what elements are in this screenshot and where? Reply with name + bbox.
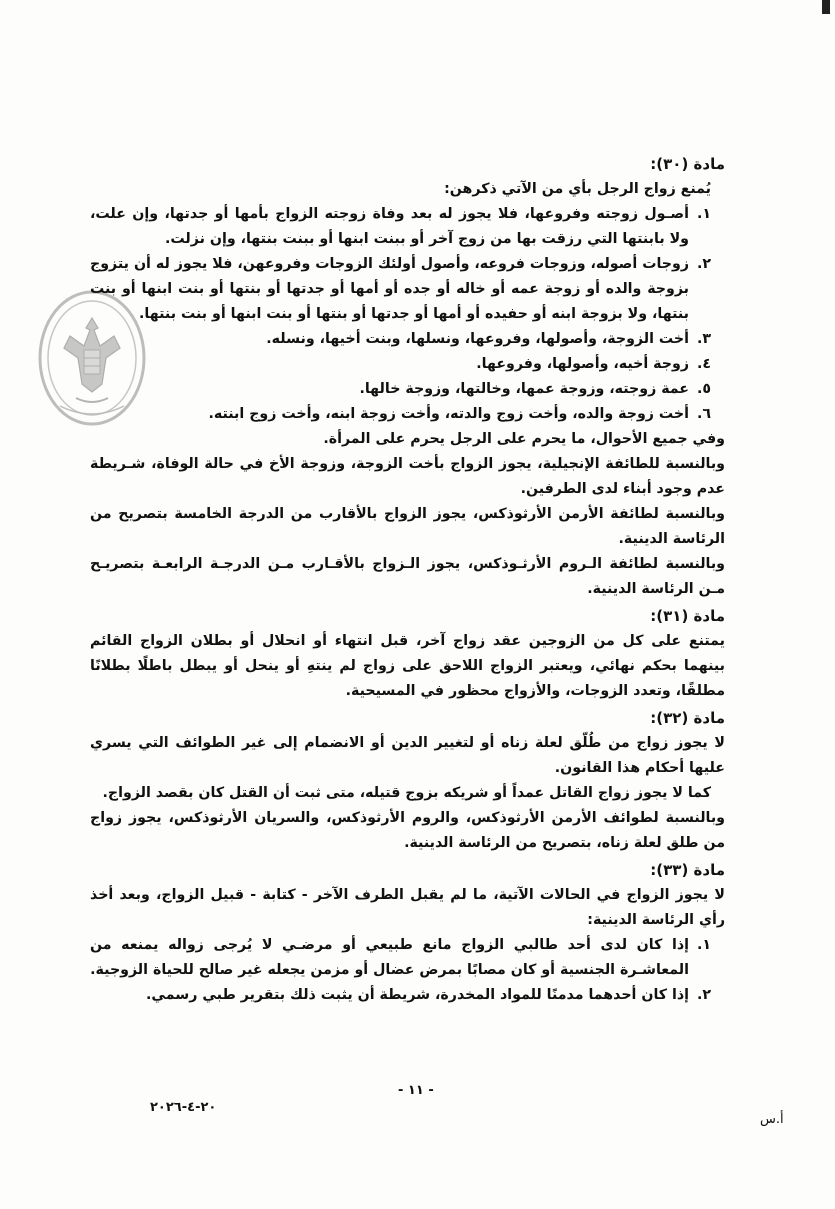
footer-date: ٢٠-٤-٢٠٢٦ <box>150 1100 217 1115</box>
article-32-p1: لا يجوز زواج من طُلّق لعلة زناه أو لتغيير الدين أو الانضمام إلى غير الطوائف التي يسري عليها أحكام هذا القانون. <box>90 735 725 776</box>
article-30-item-5 <box>90 377 725 402</box>
article-30-item-2 <box>90 252 725 327</box>
item-number: ٢. <box>696 256 711 272</box>
article-33-item-2 <box>90 983 725 1008</box>
item-text: زوجة أخيه، وأصولها، وفروعها. <box>476 356 689 372</box>
item-number: ٣. <box>696 331 711 347</box>
scan-corner-mark <box>822 0 830 14</box>
article-32-heading: مادة (٣٢): <box>650 709 725 727</box>
article-32-p3: وبالنسبة لطوائف الأرمن الأرثوذكس، والروم الأرثوذكس، والسريان الأرثوذكس، يجوز زواج من طلق لعلة زناه، بتصريح من الرئاسة الدينية. <box>90 810 725 851</box>
item-text: إذا كان أحدهما مدمنًا للمواد المخدرة، شريطة أن يثبت ذلك بتقرير طبي رسمي. <box>146 987 689 1003</box>
item-number: ٤. <box>696 356 711 372</box>
footer-initials: أ.س <box>760 1112 784 1127</box>
article-32-p2: كما لا يجوز زواج القاتل عمداً أو شريكه بزوج قتيله، متى ثبت أن القتل كان بقصد الزواج. <box>102 785 711 801</box>
article-30-greek: وبالنسبة لطائفة الـروم الأرثـوذكس، يجوز الـزواج بالأقـارب مـن الدرجـة الرابعـة بتصريـح مـن الرئاسة الدينية. <box>90 556 725 597</box>
article-30-intro: يُمنع زواج الرجل بأي من الآتي ذكرهن: <box>444 181 711 197</box>
item-number: ٥. <box>696 381 711 397</box>
item-text: أخت الزوجة، وأصولها، وفروعها، ونسلها، وبنت أخيها، ونسله. <box>266 331 689 347</box>
article-31-heading: مادة (٣١): <box>650 607 725 625</box>
article-30-heading: مادة (٣٠): <box>650 155 725 173</box>
article-31-text: يمتنع على كل من الزوجين عقد زواج آخر، قبل انتهاء أو انحلال أو بطلان الزواج القائم بينهما بحكم نهائي، ويعتبر الزواج اللاحق على زواج لم ينتهِ أو ينحل أو يبطل باطلًا بطلانًا مطلقًا، وتعدد الزوجات، والأزواج محظور في المسيحية. <box>90 633 725 699</box>
item-number: ٦. <box>696 406 711 422</box>
item-text: إذا كان لدى أحد طالبي الزواج مانع طبيعي أو مرضـي لا يُرجى زواله يمنعه من المعاشـرة الجنسية أو كان مصابًا بمرض عضال أو مزمن يجعله غير صالح للحياة الزوجية. <box>90 937 689 978</box>
article-33-heading: مادة (٣٣): <box>650 861 725 879</box>
article-33-intro: لا يجوز الزواج في الحالات الآتية، ما لم يقبل الطرف الآخر - كتابة - قبيل الزواج، وبعد أخذ رأي الرئاسة الدينية: <box>90 887 725 928</box>
article-30-item-4 <box>90 352 725 377</box>
item-text: زوجات أصوله، وزوجات فروعه، وأصول أولئك الزوجات وفروعهن، فلا يجوز له أن يتزوج بزوجة والده أو زوجة عمه أو خاله أو جده أو أمها أو جدتها أو بنتها أو بنت ابنها أو بنت بنتها، ولا بزوجة ابنه أو حفيده أو أمها أو جدتها أو بنتها أو بنت ابنها أو بنت بنتها. <box>90 256 689 322</box>
item-text: أخت زوجة والده، وأخت زوج والدته، وأخت زوجة ابنه، وأخت زوج ابنته. <box>208 406 689 422</box>
item-number: ١. <box>696 937 711 953</box>
item-text: أصـول زوجته وفروعها، فلا يجوز له بعد وفاة زوجته الزواج بأمها أو جدتها، وإن علت، ولا بابنتها التي رزقت بها من زوج آخر أو ببنت ابنها أو ببنت بنتها، وإن نزلت. <box>90 206 689 247</box>
article-30-general: وفي جميع الأحوال، ما يحرم على الرجل يحرم على المرأة. <box>323 431 725 447</box>
item-number: ١. <box>696 206 711 222</box>
item-text: عمة زوجته، وزوجة عمها، وخالتها، وزوجة خالها. <box>359 381 689 397</box>
article-30-item-1 <box>90 202 725 252</box>
article-33-item-1 <box>90 933 725 983</box>
article-30-item-6 <box>90 402 725 427</box>
article-30-item-3 <box>90 327 725 352</box>
item-number: ٢. <box>696 987 711 1003</box>
article-30-armenian: وبالنسبة لطائفة الأرمن الأرثوذكس، يجوز الزواج بالأقارب من الدرجة الخامسة بتصريح من الرئاسة الدينية. <box>90 506 725 547</box>
article-30-evangelical: وبالنسبة للطائفة الإنجيلية، يجوز الزواج بأخت الزوجة، وزوجة الأخ في حالة الوفاة، شـريطة عدم وجود أبناء لدى الطرفين. <box>90 456 725 497</box>
page-number: - ١١ - <box>398 1083 434 1098</box>
document-body <box>90 150 725 1008</box>
